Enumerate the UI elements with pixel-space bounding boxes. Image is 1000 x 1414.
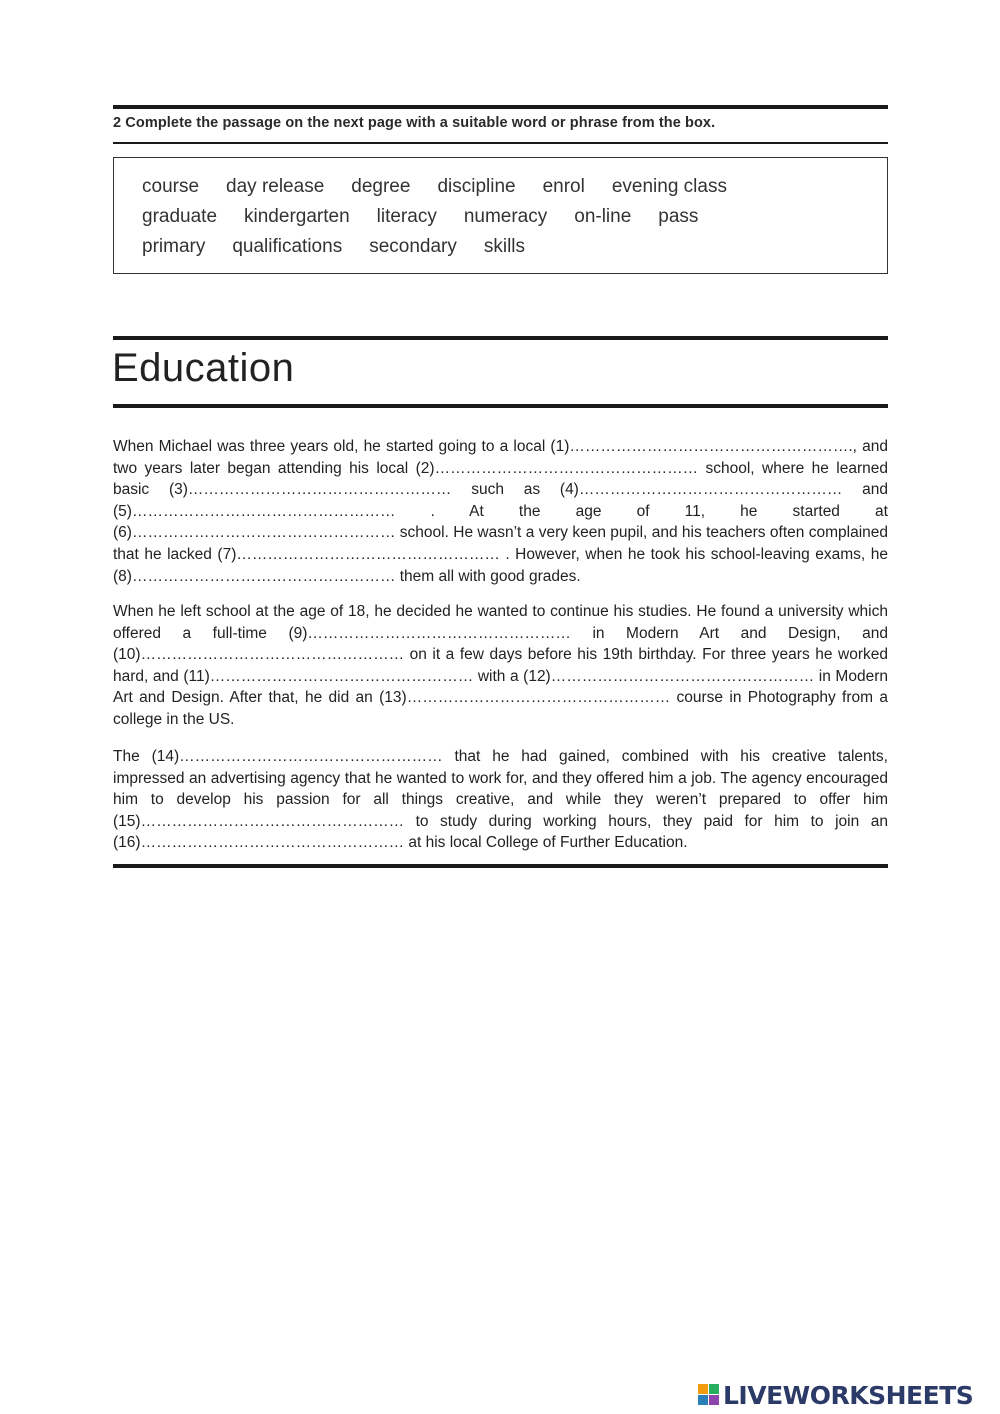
word-item: course <box>142 176 200 197</box>
word-item: graduate <box>142 206 218 227</box>
page-title: Education <box>112 346 295 390</box>
top-rule <box>113 105 888 109</box>
paragraph-text: When he left school at the age of 18, he decided he wanted to continue his studies. He found a university which offered a full-time (9)…………………………………………… in Modern Art and Design, and (10)…………………………………………… on it a few days before his 19th birthday. For three years he worked hard, and (11)…………………………………………… with a (12)…………………………………………… in Modern Art and Design. After that, he did an (13)…………………………………………… course in Photography from a college in the US. <box>113 603 888 728</box>
word-item: secondary <box>369 236 457 257</box>
instruction-text: 2 Complete the passage on the next page with a suitable word or phrase from the box. <box>113 115 716 131</box>
instruction-underline <box>113 142 888 144</box>
word-row <box>142 176 754 198</box>
word-item: kindergarten <box>244 206 350 227</box>
word-item: on-line <box>574 206 632 227</box>
liveworksheets-logo-icon <box>698 1384 720 1406</box>
passage-paragraph-3 <box>113 746 888 854</box>
word-item: evening class <box>611 176 727 197</box>
title-bottom-rule <box>113 404 888 408</box>
liveworksheets-logo <box>698 1378 973 1412</box>
passage-paragraph-1 <box>113 436 888 587</box>
word-row <box>142 236 552 258</box>
passage-paragraph-2 <box>113 601 888 731</box>
title-top-rule <box>113 336 888 340</box>
word-item: enrol <box>542 176 585 197</box>
word-item: qualifications <box>232 236 343 257</box>
word-item: literacy <box>376 206 437 227</box>
word-item: skills <box>483 236 526 257</box>
word-item: primary <box>142 236 206 257</box>
word-item: pass <box>658 206 699 227</box>
paragraph-text: The (14)…………………………………………… that he had gained, combined with his creative talents, impressed an advertising agency that he wanted to work for, and they offered him a job. The agency encouraged him to develop his passion for all things creative, and while they weren’t prepared to offer him (15)…………………………………………… to study during working hours, they paid for him to join an (16)…………………………………………… at his local College of Further Education. <box>113 748 888 852</box>
word-item: discipline <box>437 176 516 197</box>
logo-text: LIVEWORKSHEETS <box>723 1380 974 1410</box>
word-box <box>113 157 888 274</box>
word-item: day release <box>226 176 325 197</box>
word-row <box>142 206 725 228</box>
paragraph-text: When Michael was three years old, he started going to a local (1)………………………………………………., and two years later began attending his local (2)…………………………………………… school, where he learned basic (3)…………………………………………… such as (4)…………………………………………… and (5)…………………………………………… . At the age of 11, he started at (6)…………………………………………… school. He wasn’t a very keen pupil, and his teachers often complained that he lacked (7)…………………………………………… . However, when he took his school-leaving exams, he (8)…………………………………………… them all with good grades. <box>113 438 888 585</box>
word-item: numeracy <box>463 206 548 227</box>
word-item: degree <box>351 176 411 197</box>
passage-bottom-rule <box>113 864 888 868</box>
